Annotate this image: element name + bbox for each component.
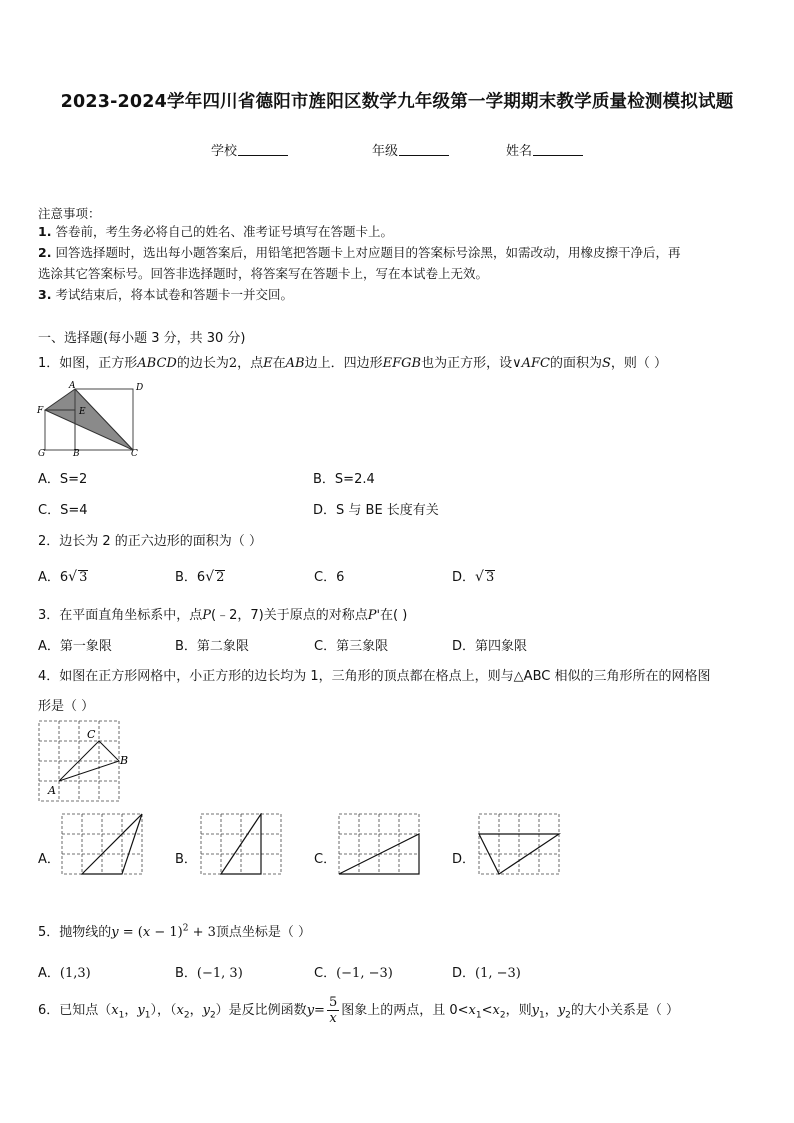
- question-2-stem: 2．边长为 2 的正六边形的面积为（ ）: [38, 534, 262, 549]
- school-field: [211, 140, 288, 159]
- question-4-option-d-label: D．: [452, 852, 476, 867]
- section-heading: 一、选择题(每小题 3 分，共 30 分): [38, 331, 246, 346]
- page-title: 2023-2024学年四川省德阳市旌阳区数学九年级第一学期期末教学质量检测模拟试题: [60, 92, 734, 112]
- math: ∨AFC: [512, 356, 550, 371]
- option-label: C．: [314, 966, 337, 981]
- note-item-1: [38, 221, 393, 242]
- option-label: D．: [452, 966, 476, 981]
- question-1-stem: [38, 352, 667, 371]
- radicand: 3: [79, 570, 88, 585]
- text: ，则（ ）: [610, 356, 668, 371]
- grid: [62, 814, 142, 874]
- label-c: C: [131, 449, 138, 458]
- question-1-option-b: B．S=2.4: [313, 472, 375, 487]
- school-label: 学校: [211, 144, 238, 159]
- note-text: 考试结束后，将本试卷和答题卡一并交回。: [55, 287, 293, 302]
- label-f: F: [37, 406, 44, 416]
- note-item-2: [38, 242, 680, 263]
- question-4-stem-line-2: 形是（ ）: [38, 699, 95, 714]
- label-b: B: [73, 449, 80, 458]
- label-g: G: [38, 449, 46, 458]
- school-blank: [238, 143, 288, 156]
- label-e: E: [79, 407, 86, 417]
- label-a: A: [69, 381, 76, 391]
- radicand: 2: [216, 570, 225, 585]
- text: 1．如图，正方形: [38, 356, 138, 371]
- question-4-option-a-figure: [61, 813, 145, 877]
- math: S: [602, 356, 611, 371]
- question-3-option-a: A．第一象限: [38, 639, 112, 654]
- note-number: 2.: [38, 245, 52, 260]
- option-label: B．: [175, 966, 197, 981]
- question-5-option-d: [452, 962, 521, 981]
- question-1-option-a: A．S=2: [38, 472, 88, 487]
- math: E: [263, 356, 273, 371]
- option-value: (1, −3): [475, 966, 521, 981]
- question-2-option-c: C．6: [314, 570, 345, 585]
- question-5-stem: [38, 921, 311, 940]
- text: (﹣2，7)关于原点的对称点: [211, 608, 368, 623]
- question-4-option-c-label: C．: [314, 852, 337, 867]
- option-value: (−1, −3): [336, 966, 393, 981]
- grade-blank: [399, 143, 449, 156]
- radicand: 3: [485, 570, 495, 585]
- label-a: A: [48, 784, 56, 797]
- math: ABCD: [137, 356, 177, 371]
- question-1-figure: [34, 378, 154, 458]
- text: 顶点坐标是（ ）: [215, 925, 312, 940]
- math: AB: [285, 356, 305, 371]
- question-2-option-d: D．√ 3: [452, 569, 495, 585]
- option-label: A．: [38, 966, 60, 981]
- note-text: 答卷前，考生务必将自己的姓名、准考证号填写在答题卡上。: [55, 224, 393, 239]
- name-blank: [533, 143, 583, 156]
- grid: [339, 814, 419, 874]
- triangle-afc: [45, 389, 133, 450]
- note-number: 1.: [38, 224, 52, 239]
- question-1-option-d: D．S 与 BE 长度有关: [313, 503, 439, 518]
- question-2-option-b: B．6√ 2: [175, 569, 225, 585]
- text: 在( ): [380, 608, 408, 623]
- text: 也为正方形，设: [421, 356, 513, 371]
- text: 边上．四边形: [304, 356, 383, 371]
- text: 的面积为: [549, 356, 602, 371]
- name-field: [506, 140, 583, 159]
- question-4-option-d-figure: [478, 813, 562, 877]
- note-item-3: [38, 284, 293, 305]
- option-label: A．6: [38, 570, 69, 585]
- text: ，点: [237, 356, 264, 371]
- question-4-stem-line-1: 4．如图在正方形网格中，小正方形的边长均为 1，三角形的顶点都在格点上，则与△ABC 相似的三角形所在的网格图: [38, 669, 711, 684]
- question-5-option-c: [314, 962, 393, 981]
- text: 5．抛物线的: [38, 925, 112, 940]
- question-2-option-a: A．6√ 3: [38, 569, 88, 585]
- question-3-stem: [38, 604, 407, 623]
- grade-label: 年级: [372, 144, 399, 159]
- text: 3．在平面直角坐标系中，点: [38, 608, 203, 623]
- question-4-option-c-figure: [338, 813, 422, 877]
- note-item-2-cont: [38, 263, 488, 284]
- question-3-option-c: C．第三象限: [314, 639, 389, 654]
- note-number: 3.: [38, 287, 52, 302]
- option-value: (1,3): [59, 966, 91, 981]
- option-label: D．: [452, 570, 476, 585]
- grid: [479, 814, 559, 874]
- option-triangle: [82, 814, 142, 874]
- math: P': [367, 608, 381, 623]
- note-text: 选涂其它答案标号。回答非选择题时，将答案写在答题卡上，写在本试卷上无效。: [38, 266, 489, 281]
- name-label: 姓名: [506, 144, 533, 159]
- text: 的边长为: [176, 356, 229, 371]
- option-label: B．6: [175, 570, 206, 585]
- label-c: C: [87, 728, 96, 741]
- math: 2: [228, 356, 238, 371]
- question-3-option-d: D．第四象限: [452, 639, 528, 654]
- question-5-option-b: [175, 962, 243, 981]
- math: P: [202, 608, 212, 623]
- grade-field: [372, 140, 449, 159]
- label-d: D: [136, 383, 144, 393]
- question-4-option-a-label: A．: [38, 852, 60, 867]
- question-1-option-c: C．S=4: [38, 503, 88, 518]
- option-value: (−1, 3): [196, 966, 243, 981]
- notes-heading: 注意事项：: [38, 206, 101, 221]
- question-5-option-a: [38, 962, 91, 981]
- math: EFGB: [382, 356, 422, 371]
- question-4-option-b-label: B．: [175, 852, 197, 867]
- question-3-option-b: B．第二象限: [175, 639, 249, 654]
- question-4-option-b-figure: [200, 813, 284, 877]
- label-b: B: [120, 754, 129, 767]
- note-text: 回答选择题时，选出每小题答案后，用铅笔把答题卡上对应题目的答案标号涂黑，如需改动，用橡皮擦干净后，再: [55, 245, 681, 260]
- question-4-figure: [38, 720, 138, 802]
- fraction-5-over-x: $\frac{5}{x}$: [328, 995, 338, 1026]
- text: 在: [272, 356, 286, 371]
- question-6-stem: 6．已知点（$x_1$，$y_1$），（$x_2$，$y_2$）是反比例函数y= $\frac{5}{x}$ 图象上的两点，且 $0<x_1<x_2$，则$y_1$，$y_2$的大小关系是（ ）: [38, 995, 679, 1026]
- parabola-equation: $y = (x - 1)^2 + 3$: [111, 923, 216, 940]
